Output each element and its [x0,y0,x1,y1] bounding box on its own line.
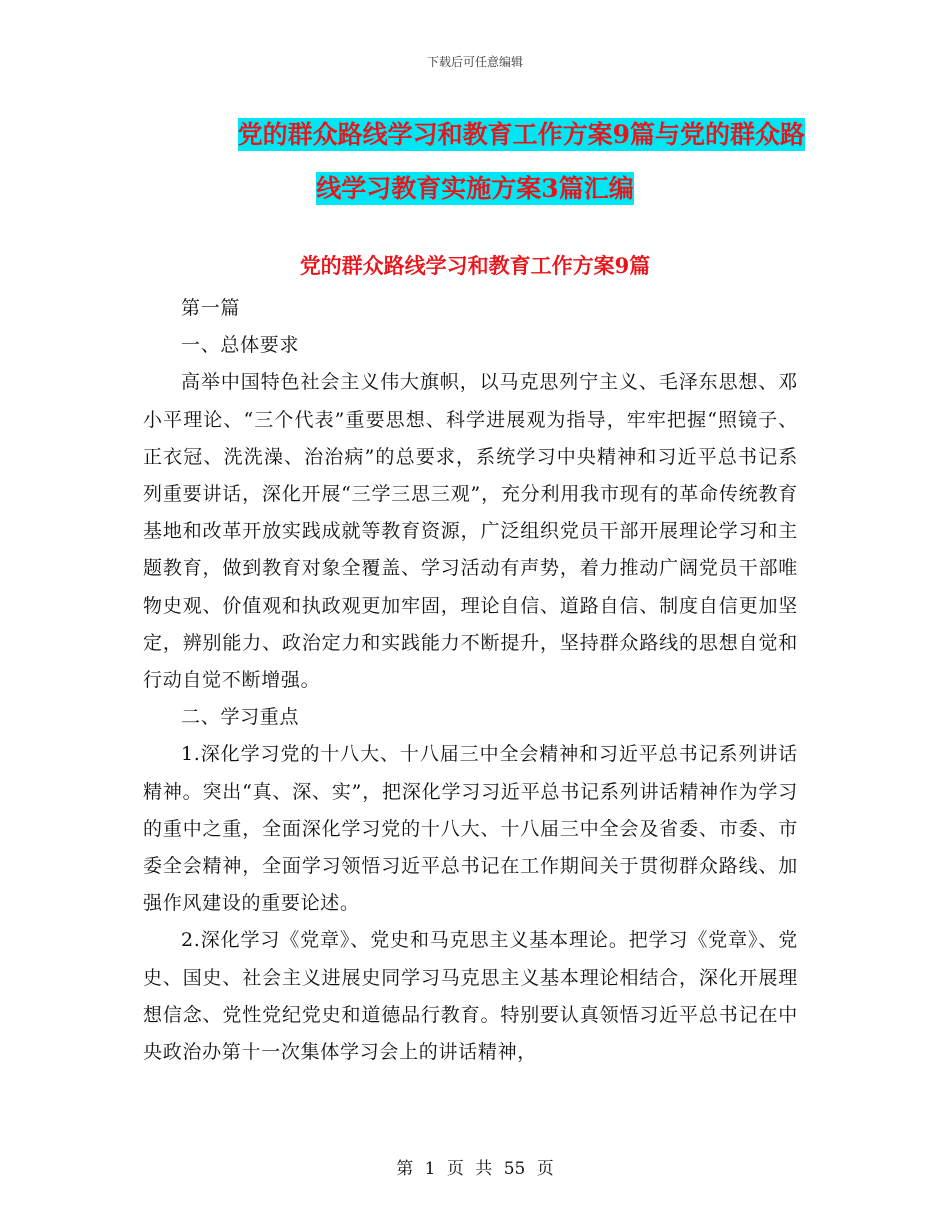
title-line-1: 党的群众路线学习和教育工作方案9篇与党的群众路 [237,120,805,149]
body-paragraph: 1.深化学习党的十八大、十八届三中全会精神和习近平总书记系列讲话精神。突出“真、深、实”，把深化学习习近平总书记系列讲话精神作为学习的重中之重，全面深化学习党的十八大、十八届三中全会及省委、市委、市委全会精神，全面学习领悟习近平总书记在工作期间关于贯彻群众路线、加强作风建设的重要论述。 [143,743,798,915]
section-title: 党的群众路线学习和教育工作方案9篇 [299,253,651,278]
title-line-2: 线学习教育实施方案3篇汇编 [316,174,634,203]
section-heading: 二、学习重点 [181,706,300,729]
chapter-heading: 第一篇 [181,297,241,319]
body-paragraph: 2.深化学习《党章》、党史和马克思主义基本理论。把学习《党章》、党史、国史、社会主义进展史同学习马克思主义基本理论相结合，深化开展理想信念、党性党纪党史和道德品行教育。特别要认真领悟习近平总书记在中央政治办第十一次集体学习会上的讲话精神， [143,929,798,1064]
document-body [143,290,798,1071]
header-note: 下载后可任意编辑 [426,55,523,69]
section-heading: 一、总体要求 [181,334,300,357]
body-paragraph: 高举中国特色社会主义伟大旗帜，以马克思列宁主义、毛泽东思想、邓小平理论、“三个代表”重要思想、科学进展观为指导，牢牢把握“照镜子、正衣冠、洗洗澡、治治病”的总要求，系统学习中央精神和习近平总书记系列重要讲话，深化开展“三学三思三观”，充分利用我市现有的革命传统教育基地和改革开放实践成就等教育资源，广泛组织党员干部开展理论学习和主题教育，做到教育对象全覆盖、学习活动有声势，着力推动广阔党员干部唯物史观、价值观和执政观更加牢固，理论自信、道路自信、制度自信更加坚定，辨别能力、政治定力和实践能力不断提升，坚持群众路线的思想自觉和行动自觉不断增强。 [143,371,798,692]
page-number-footer: 第 1 页 共 55 页 [396,1159,554,1179]
document-title [145,108,805,216]
